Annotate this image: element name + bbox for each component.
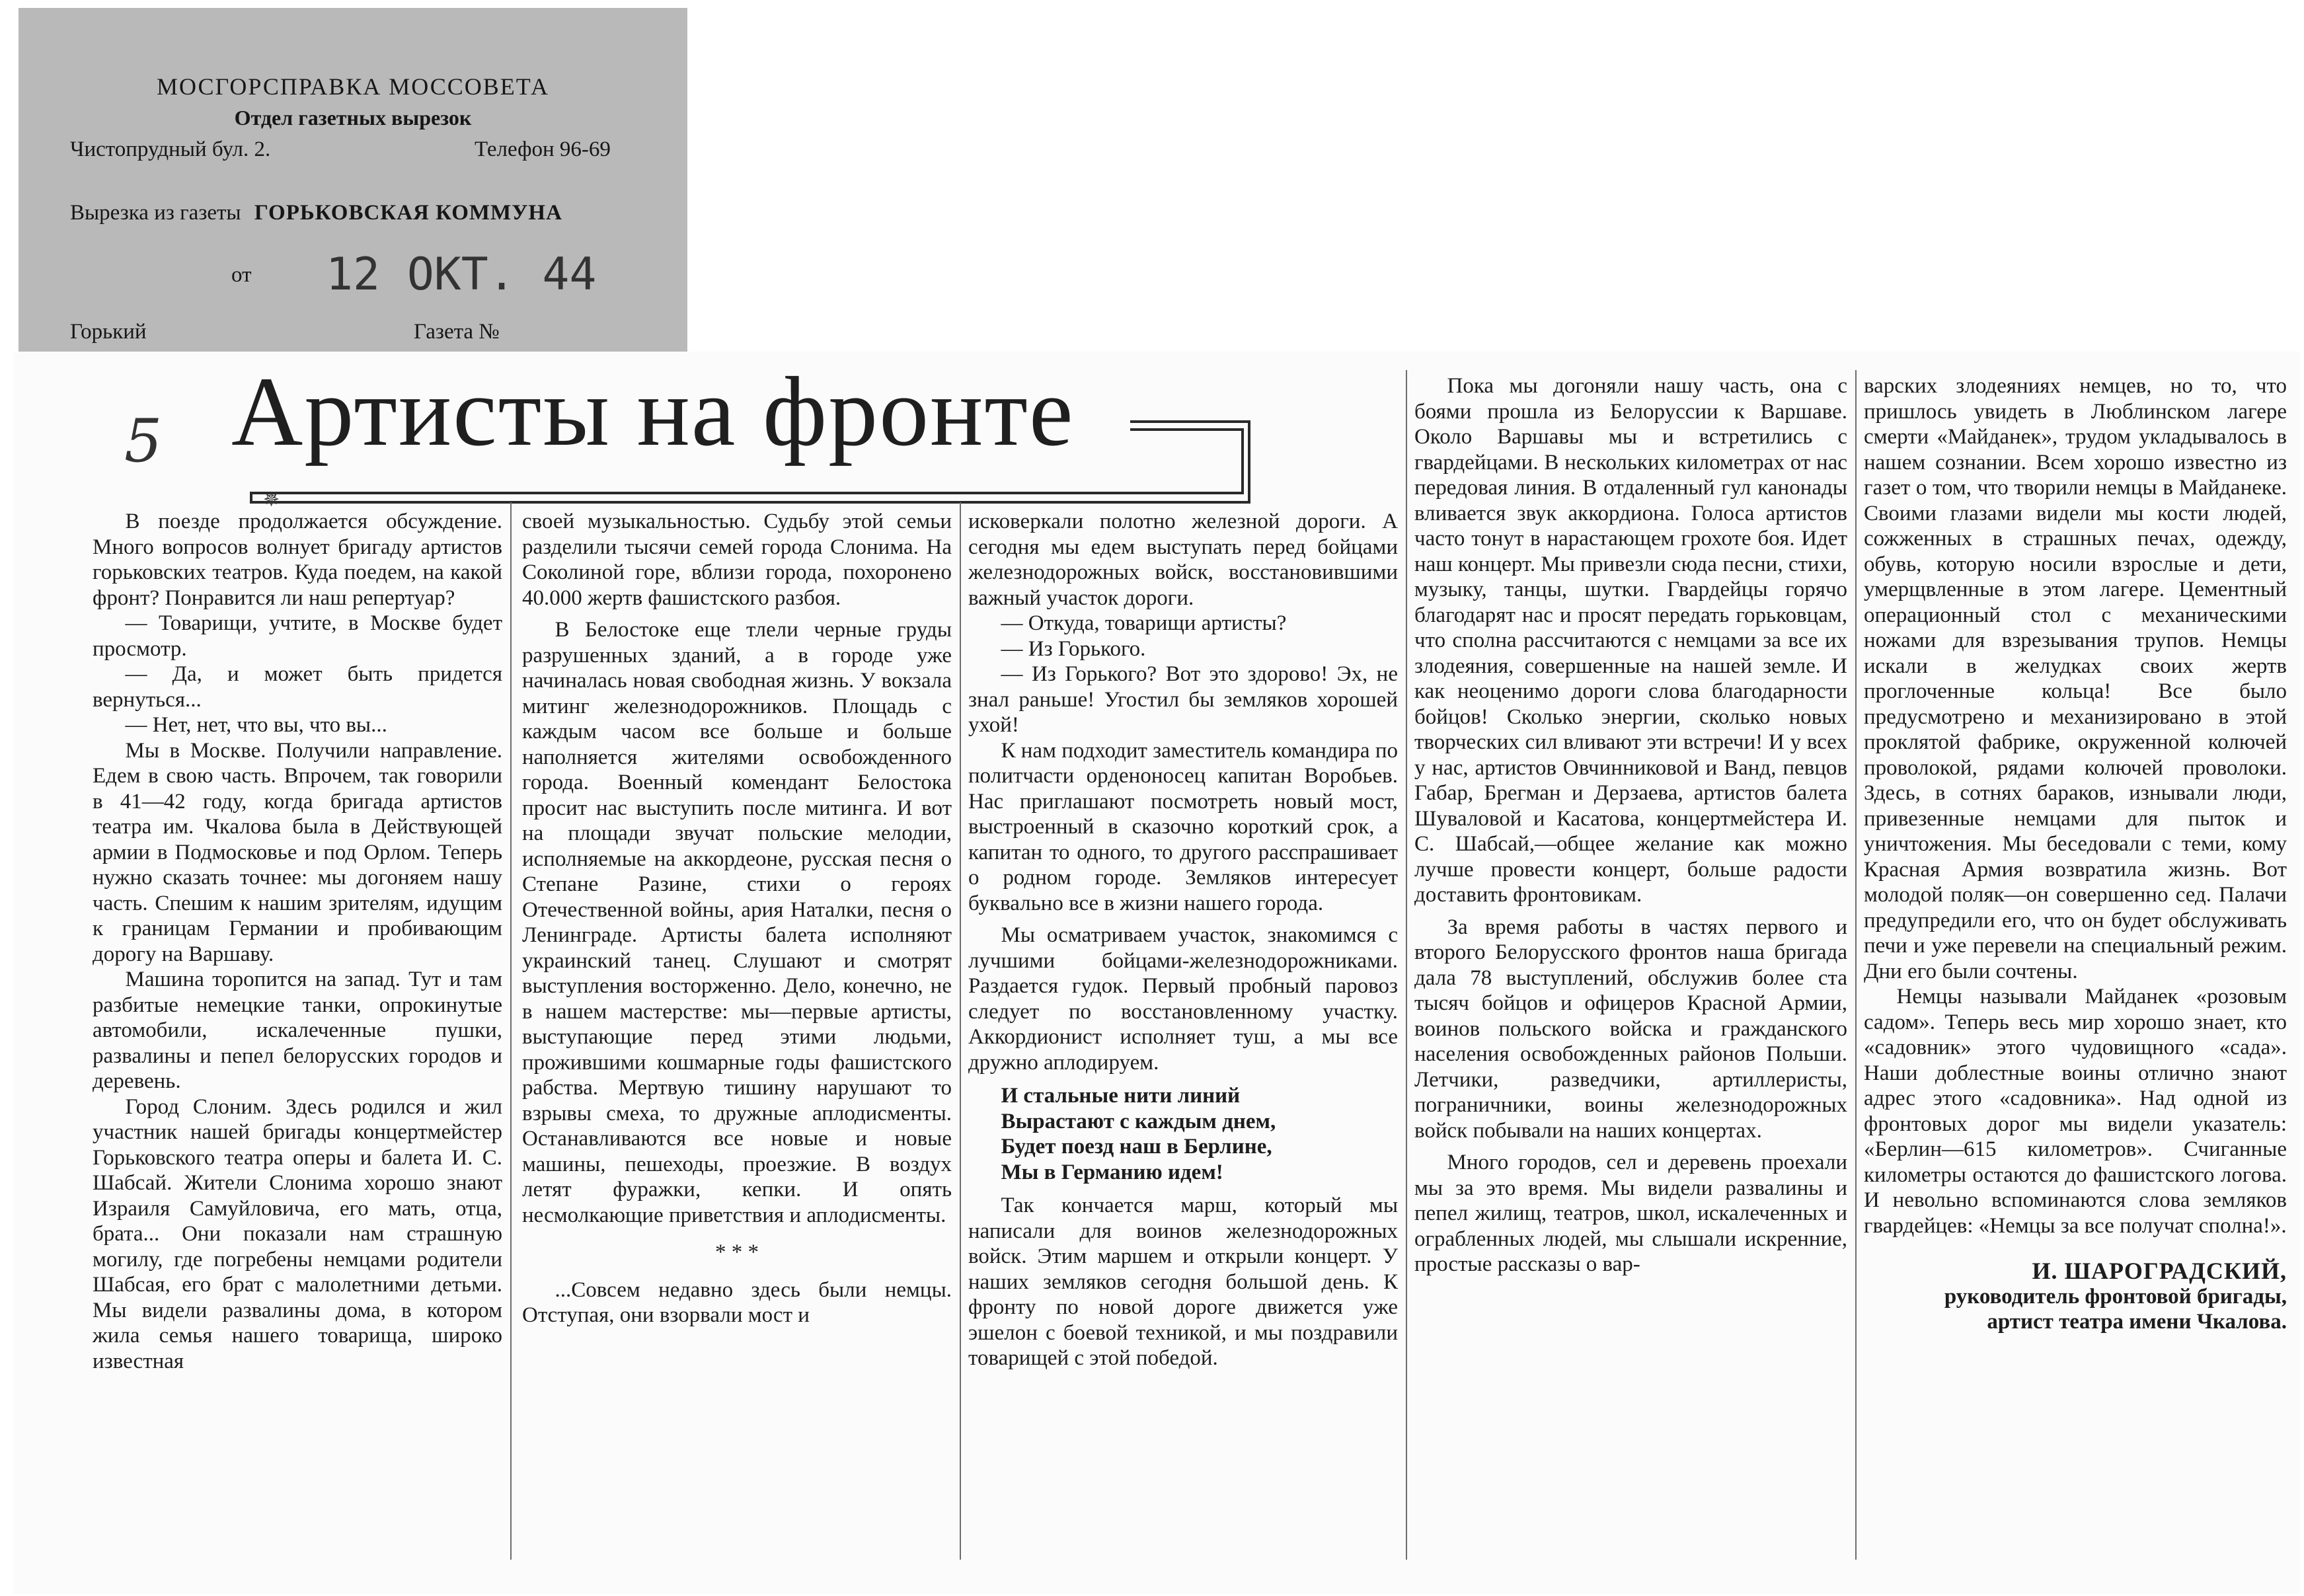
- section-divider: * * *: [715, 1240, 759, 1264]
- article-column-4: [1414, 373, 1847, 1277]
- stamp-org: МОСГОРСПРАВКА МОССОВЕТА: [157, 73, 549, 100]
- article-column-1: [93, 509, 502, 1374]
- paragraph: Много городов, сел и деревень проехали мы за это время. Мы видели развалины и пепел жилищ, театров, школ, искалеченных и ограбленных людей, мы слышали искренние, простые рассказы о вар-: [1414, 1151, 1847, 1276]
- author-name: И. ШАРОГРАДСКИЙ,: [2032, 1258, 2287, 1284]
- poem-line: Мы в Германию идем!: [1001, 1160, 1223, 1184]
- paragraph: Пока мы догоняли нашу часть, она с боями прошла из Белоруссии к Варшаве. Около Варшавы мы и встретились с гвардейцами. В нескольких километрах от нас передовая линия. В отдаленный гул канонады вливается звук аккордиона. Голоса артистов часто тонут в нарастающем грохоте боя. Идет наш концерт. Мы привезли сюда песни, стихи, музыку, танцы, шутки. Гвардейцы горячо благодарят нас и просят передать горьковцам, что сполна рассчитаются с немцами за все их злодеяния, совершенные на нашей земле. И как неоценимо дороги слова благодарности бойцов! Сколько энергии, сколько новых творческих сил вливают эти встречи! И у всех у нас, артистов Овчинниковой и Ванд, певцов Габар, Брегман и Дерзаева, артистов балета Шуваловой и Касатова, концертмейстера И. С. Шабсай,—общее желание как можно лучше провести концерт, больше радости доставить фронтовикам.: [1414, 374, 1847, 907]
- stamp-address: Чистопрудный бул. 2.: [70, 137, 271, 161]
- paragraph: своей музыкальностью. Судьбу этой семьи разделили тысячи семей города Слонима. На Соколиной горе, вблизи города, похоронено 40.000 жертв фашистского разбоя.: [522, 510, 952, 610]
- column-rule-4: [1855, 370, 1857, 1560]
- author-role: руководитель фронтовой бригады,: [1944, 1284, 2287, 1309]
- paragraph: Машина торопится на запад. Тут и там разбитые немецкие танки, опрокинутые автомобили, искалеченные пушки, развалины и пепел белорусских городов и деревень.: [93, 968, 502, 1093]
- signature: [1864, 1258, 2287, 1335]
- stamp-newspaper: ГОРЬКОВСКАЯ КОММУНА: [254, 201, 562, 225]
- page-number: 5: [124, 406, 163, 476]
- stamp-clip-from: Вырезка из газеты: [70, 201, 241, 225]
- paragraph: ...Совсем недавно здесь были немцы. Отступая, они взорвали мост и: [522, 1277, 952, 1327]
- stamp-dept: Отдел газетных вырезок: [234, 106, 472, 130]
- article-column-5: [1864, 373, 2287, 1335]
- paragraph: Так кончается марш, который мы написали для воинов железнодорожных войск. Этим маршем и открыли концерт. У наших земляков сегодня большой день. К фронту по новой дороге движется уже эшелон с боевой техникой, и мы поздравили товарищей с этой победой.: [968, 1194, 1398, 1370]
- stamp-city: Горький: [70, 320, 147, 344]
- column-rule-1: [510, 502, 512, 1560]
- paragraph: — Товарищи, учтите, в Москве будет просмотр.: [93, 611, 502, 661]
- poem-line: И стальные нити линий: [1001, 1084, 1241, 1108]
- stamp-date-value: 12 ОКТ. 44: [326, 248, 597, 301]
- poem-line: Будет поезд наш в Берлине,: [1001, 1135, 1272, 1159]
- paragraph: К нам подходит заместитель командира по политчасти орденоносец капитан Воробьев. Нас приглашают посмотреть новый мост, выстроенный в сказочно короткий срок, а капитан то одного, то другого расспрашивает о родном городе. Земляков интересует буквально все в жизни нашего города.: [968, 738, 1398, 915]
- paragraph: За время работы в частях первого и второго Белорусского фронтов наша бригада дала 78 выступлений, обслужив более ста тысяч бойцов и офицеров Красной Армии, воинов польского войска и гражданского населения освобожденных районов Польши. Летчики, разведчики, артиллеристы, пограничники, воины железнодорожных войск побывали на наших концертах.: [1414, 915, 1847, 1143]
- article-column-3: [968, 509, 1398, 1371]
- stamp-date-label: от: [231, 263, 252, 287]
- author-theatre: артист театра имени Чкалова.: [1987, 1310, 2287, 1334]
- paragraph: исковеркали полотно железной дороги. А сегодня мы едем выступать перед бойцами железнодорожных войск, восстановившими важный участок дороги.: [968, 510, 1398, 610]
- svg-text:✵: ✵: [263, 489, 280, 509]
- article-title: Артисты на фронте: [231, 357, 1075, 467]
- paragraph: Город Слоним. Здесь родился и жил участник нашей бригады концертмейстер Горьковского театра оперы и балета И. С. Шабсай. Жители Слонима хорошо знают Израиля Самуйловича, его мать, отца, брата... Они показали нам страшную могилу, где погребены немцами родители Шабсая, его брат с малолетними детьми. Мы видели развалины дома, в котором жила семья нашего товарища, широко известная: [93, 1094, 502, 1373]
- paragraph: — Откуда, товарищи артисты?: [1001, 611, 1287, 635]
- paragraph: Немцы называли Майданек «розовым садом». Теперь весь мир хорошо знает, кто «садовник» этого чудовищного «сада». Наши доблестные воины отлично знают адрес этого «садовника». Над одной из фронтовых дорог мы видели указатель: «Берлин—615 километров». Счиганные километры остаются до фашистского логова. И невольно вспоминаются слова земляков гвардейцев: «Немцы за все получат сполна!».: [1864, 985, 2287, 1238]
- paragraph: Мы осматриваем участок, знакомимся с лучшими бойцами-железнодорожниками. Раздается гудок. Первый пробный паровоз следует по восстановленному участку. Аккордионист исполняет туш, а мы все дружно аплодируем.: [968, 923, 1398, 1075]
- column-rule-3: [1406, 370, 1407, 1560]
- paragraph: Мы в Москве. Получили направление. Едем в свою часть. Впрочем, так говорили в 41—42 году, когда бригада артистов театра им. Чкалова была в Действующей армии в Подмосковье и под Орлом. Теперь нужно сказать точнее: мы догоняем нашу часть. Спешим к нашим зрителям, идущим к границам Германии и пробивающим дорогу на Варшаву.: [93, 738, 502, 966]
- article-column-2: [522, 509, 952, 1328]
- stamp-issue: Газета №: [414, 320, 500, 344]
- paragraph: — Да, и может быть придется вернуться...: [93, 662, 502, 712]
- handwritten-note-top: [37, 9, 49, 44]
- paragraph: В Белостоке еще тлели черные груды разрушенных зданий, а в городе уже начиналась новая свободная жизнь. У вокзала митинг железнодорожников. Площадь с каждым часом все больше и больше наполняется жителями освобожденного города. Военный комендант Белостока просит нас выступить после митинга. И вот на площади звучат польские мелодии, исполняемые на аккордеоне, русская песня о Степане Разине, стихи о героях Отечественной войны, ария Наталки, песня о Ленинграде. Артисты балета исполняют украинский танец. Слушают и смотрят выступления восторженно. Дело, конечно, не в нашем мастерстве: мы—первые артисты, выступающие перед этими людьми, прожившими кошмарные годы фашистского рабства. Мертвую тишину нарушают то взрывы смеха, то дружные аплодисменты. Останавливаются все новые и новые машины, пешеходы, проезжие. В воздух летят фуражки, кепки. И опять несмолкающие приветствия и аплодисменты.: [522, 618, 952, 1227]
- poem: [968, 1083, 1398, 1185]
- paragraph: — Нет, нет, что вы, что вы...: [125, 713, 387, 737]
- clipping-stamp: [19, 8, 687, 352]
- paragraph: — Из Горького.: [1001, 636, 1146, 661]
- column-rule-2: [960, 502, 961, 1560]
- paragraph: В поезде продолжается обсуждение. Много вопросов волнует бригаду артистов горьковских театров. Куда поедем, на какой фронт? Понравится ли наш репертуар?: [93, 510, 502, 610]
- stamp-phone: Телефон 96-69: [475, 137, 611, 161]
- paragraph: варских злодеяниях немцев, но то, что пришлось увидеть в Люблинском лагере смерти «Майданек», трудом укладывалось в нашем сознании. Всем хорошо известно из газет о том, что творили немцы в Майданеке. Своими глазами видели мы кости людей, сожженных в страшных печах, одежду, обувь, которую носили взрослые и дети, умерщвленные в этом лагере. Цементный операционный стол с механическими ножами для взрезывания трупов. Немцы искали в желудках своих жертв проглоченные кольца! Все было предусмотрено и механизировано в этой проклятой фабрике, окруженной колючей проволокой, рядами колючей проволоки. Здесь, в сотнях бараков, изнывали люди, привезенные немцами для пыток и уничтожения. Мы беседовали с теми, кому Красная Армия возвратила жизнь. Вот молодой поляк—он совершенно сед. Палачи предупредили его, что он будет обслуживать печи и уже перевели на специальный режим. Дни его были сочтены.: [1864, 374, 2287, 983]
- paragraph: — Из Горького? Вот это здорово! Эх, не знал раньше! Угостил бы земляков хорошей ухой!: [968, 662, 1398, 737]
- poem-line: Вырастают с каждым днем,: [1001, 1109, 1276, 1133]
- stamp-clip-label: [70, 201, 562, 225]
